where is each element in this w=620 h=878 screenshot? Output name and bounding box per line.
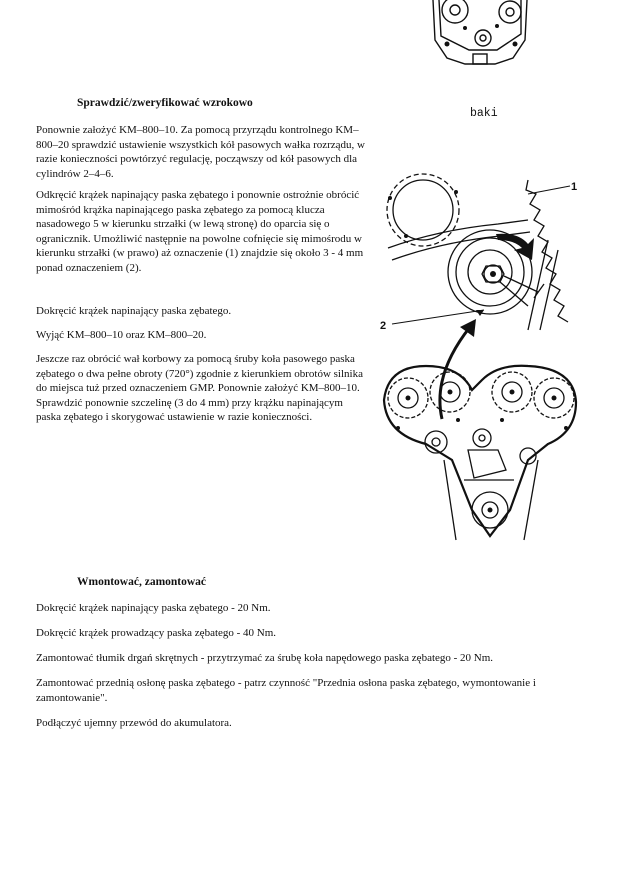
paragraph-install-damper: Zamontować tłumik drgań skrętnych - przytrzymać za śrubę koła napędowego paska zębatego - 20 Nm. (36, 652, 494, 664)
top-engine-diagram-fragment (425, 0, 535, 70)
diagram-label-2: 2 (380, 320, 387, 332)
paragraph-tighten-tensioner: Dokręcić krążek napinający paska zębatego. (36, 305, 232, 317)
diagram-label-1: 1 (571, 181, 578, 193)
paragraph-rotate-crankshaft: Jeszcze raz obrócić wał korbowy za pomocą śruby koła pasowego paska zębatego o dwa pełne obroty (720°) zgodnie z kierunkiem obrotów silnika do miejsca tuż przed oznaczeniem GMP. Ponownie założyć KM–800–10. Sprawdzić ponownie szczelinę (3 do 4 mm) przy krążku napinającym paska zębatego i skorygować ustawienie w razie konieczności. (36, 353, 363, 423)
paragraph-install-cover: Zamontować przednią osłonę paska zębatego - patrz czynność "Przednia osłona paska zębatego, wymontowanie i zamontowanie". (36, 677, 536, 704)
paragraph-connect-battery: Podłączyć ujemny przewód do akumulatora. (36, 717, 232, 729)
paragraph-torque-tensioner: Dokręcić krążek napinający paska zębatego - 20 Nm. (36, 602, 271, 614)
paragraph-tensioner-adjust: Odkręcić krążek napinający paska zębatego i ponownie ostrożnie obrócić mimośród krążka napinającego paska zębatego za pomocą klucza nasadowego 5 w kierunku strzałki (w lewą stronę) do oparcia się o ogranicznik. Umożliwić następnie na powolne cofnięcie się mimośrodu w kierunku strzałki (w prawo) aż oznaczenie (1) znajdzie się około 3 - 4 mm ponad oznaczeniem (2). (36, 189, 364, 274)
paragraph-torque-idler: Dokręcić krążek prowadzący paska zębatego - 40 Nm. (36, 627, 277, 639)
paragraph-remove-tools: Wyjąć KM–800–10 oraz KM–800–20. (36, 329, 207, 341)
figure-caption: baki (470, 107, 498, 120)
section-heading-install: Wmontować, zamontować (77, 576, 207, 588)
section-heading-check: Sprawdzić/zweryfikować wzrokowo (77, 97, 253, 109)
paragraph-check-camshaft: Ponownie założyć KM–800–10. Za pomocą przyrządu kontrolnego KM–800–20 sprawdzić ustawienie wszystkich kół pasowych wałka rozrządu, w razie konieczności powtórzyć regulację, począwszy od kół pasowych dla cylindrów 2–4–6. (36, 124, 365, 180)
engine-timing-belt-diagram (378, 360, 583, 545)
